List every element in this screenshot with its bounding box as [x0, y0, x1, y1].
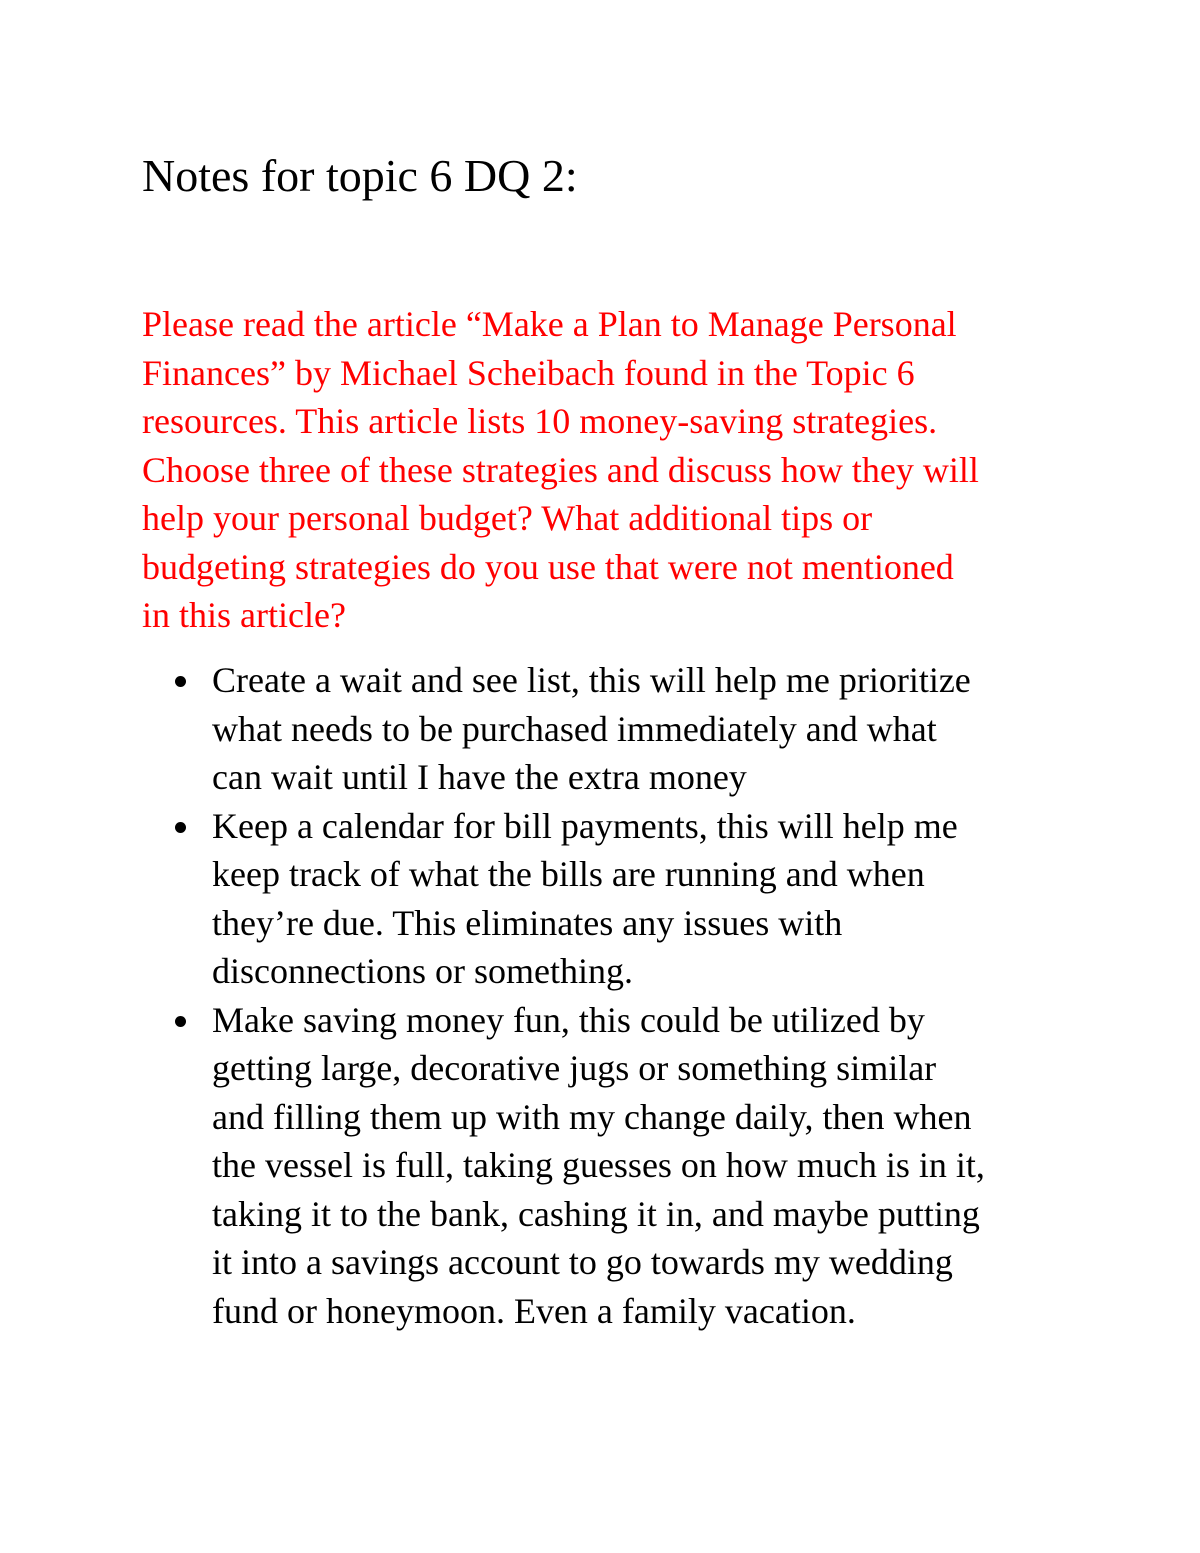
- answer-line: it into a savings account to go towards my wedding: [212, 1242, 953, 1282]
- discussion-prompt: [142, 300, 1082, 640]
- prompt-line: in this article?: [142, 595, 346, 635]
- answer-list: [212, 656, 1092, 1335]
- page-title: Notes for topic 6 DQ 2:: [142, 150, 578, 201]
- prompt-line: budgeting strategies do you use that were not mentioned: [142, 546, 954, 587]
- answer-list-item: [212, 802, 1092, 996]
- prompt-line: help your personal budget? What additional tips or: [142, 498, 873, 538]
- prompt-line: Choose three of these strategies and discuss how they will: [142, 449, 979, 490]
- answer-list-item: [212, 996, 1092, 1336]
- answer-line: what needs to be purchased immediately and what: [212, 708, 937, 749]
- answer-line: and filling them up with my change daily, then when: [212, 1096, 972, 1137]
- answer-line: fund or honeymoon. Even a family vacation.: [212, 1290, 856, 1331]
- answer-line: taking it to the bank, cashing it in, and maybe putting: [212, 1193, 980, 1234]
- prompt-line: Finances” by Michael Scheibach found in the Topic 6: [142, 352, 915, 393]
- bullet-dot-icon: [175, 676, 186, 687]
- answer-line: they’re due. This eliminates any issues with: [212, 902, 843, 943]
- answer-line: the vessel is full, taking guesses on how much is in it,: [212, 1145, 985, 1185]
- answer-line: Make saving money fun, this could be utilized by: [212, 999, 925, 1040]
- answer-line: Keep a calendar for bill payments, this will help me: [212, 805, 958, 846]
- prompt-line: Please read the article “Make a Plan to Manage Personal: [142, 304, 957, 344]
- prompt-line: resources. This article lists 10 money-saving strategies.: [142, 401, 938, 441]
- answer-line: disconnections or something.: [212, 951, 633, 991]
- bullet-dot-icon: [175, 822, 186, 833]
- answer-list-item: [212, 656, 1092, 802]
- answer-line: getting large, decorative jugs or something similar: [212, 1048, 937, 1088]
- answer-line: Create a wait and see list, this will help me prioritize: [212, 660, 971, 700]
- bullet-dot-icon: [175, 1016, 186, 1027]
- answer-line: can wait until I have the extra money: [212, 757, 747, 797]
- answer-line: keep track of what the bills are running and when: [212, 854, 925, 894]
